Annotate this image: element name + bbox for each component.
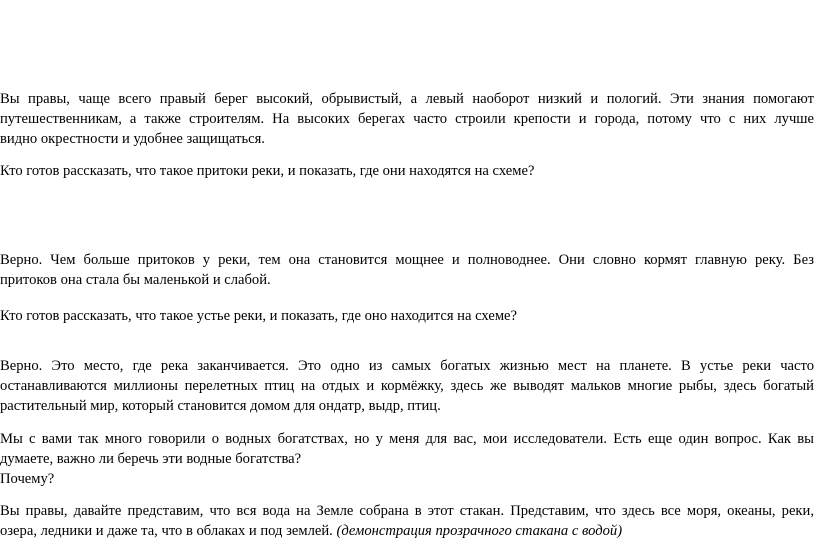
text-line: [0, 521, 814, 541]
stage-direction: (демонстрация прозрачного стакана с водой): [336, 523, 623, 539]
text-line: останавливаются миллионы перелетных птиц на отдых и кормёжку, здесь же выводят мальков многие рыбы, здесь богатый: [0, 378, 814, 394]
paragraph-river-mouth: [0, 356, 814, 416]
text-line: путешественникам, а также строителям. На высоких берегах часто строили крепости и города, потому что с них лучше: [0, 111, 814, 127]
paragraph-water-resources: [0, 429, 814, 489]
paragraph-glass-of-water: [0, 501, 814, 541]
paragraph-riverbanks: [0, 89, 814, 149]
paragraph-question-mouth: [0, 306, 814, 326]
paragraph-tributaries: [0, 250, 814, 290]
text-line: думаете, важно ли беречь эти водные богатства?: [0, 451, 302, 467]
text-line: Мы с вами так много говорили о водных богатствах, но у меня для вас, мои исследователи. Есть еще один вопрос. Как вы: [0, 431, 814, 447]
text-line: Кто готов рассказать, что такое устье реки, и показать, где оно находится на схеме?: [0, 308, 518, 324]
text-line: Верно. Это место, где река заканчивается. Это одно из самых богатых жизнью мест на планете. В устье реки часто: [0, 358, 814, 374]
text-segment: озера, ледники и даже та, что в облаках и под землей.: [0, 523, 337, 539]
text-line: Вы правы, давайте представим, что вся вода на Земле собрана в этот стакан. Представим, что здесь все моря, океаны, реки,: [0, 503, 814, 519]
text-line: притоков она стала бы маленькой и слабой.: [0, 272, 271, 288]
text-line: Кто готов рассказать, что такое притоки реки, и показать, где они находятся на схеме?: [0, 163, 535, 179]
text-line: видно окрестности и удобнее защищаться.: [0, 131, 265, 147]
paragraph-question-tributaries: [0, 161, 814, 181]
text-line: Верно. Чем больше притоков у реки, тем она становится мощнее и полноводнее. Они словно кормят главную реку. Без: [0, 252, 814, 268]
text-line: Вы правы, чаще всего правый берег высокий, обрывистый, а левый наоборот низкий и пологий. Эти знания помогают: [0, 91, 814, 107]
text-line: Почему?: [0, 471, 55, 487]
text-line: растительный мир, который становится домом для ондатр, выдр, птиц.: [0, 398, 441, 414]
